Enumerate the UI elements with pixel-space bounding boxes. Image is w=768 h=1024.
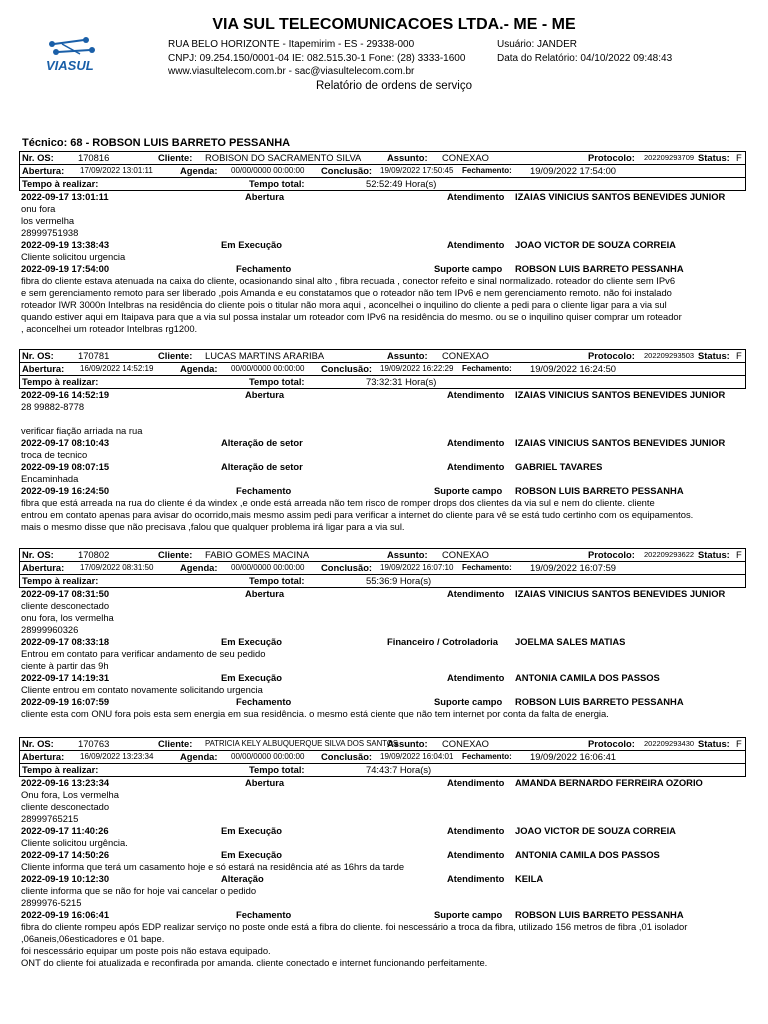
scheduled-at: 00/00/0000 00:00:00 (231, 752, 305, 761)
order-row-2 (20, 562, 745, 575)
event-note-line: fibra do cliente estava atenuada na caixa do cliente, ocasionando sinal alto , fibra recuada , conector refeito e sinal normalizado. roteador do cliente sem IPv6 (21, 275, 676, 286)
event-role: Atendimento (447, 461, 505, 472)
event-role: Atendimento (447, 849, 505, 860)
order-row-3 (20, 178, 745, 190)
label-fechamento: Fechamento: (462, 166, 512, 175)
label-abertura: Abertura: (22, 165, 65, 176)
event-note-line: ONT do cliente foi atualizada e reconfirada por amanda. cliente conectado e internet funcionando perfeitamente. (21, 957, 488, 968)
event-type: Fechamento (236, 485, 292, 496)
label-protocolo: Protocolo: (588, 152, 635, 163)
event-type: Alteração (221, 873, 264, 884)
event-role: Atendimento (447, 437, 505, 448)
total-time: 73:32:31 Hora(s) (366, 376, 437, 387)
order-row-1 (20, 738, 745, 751)
label-tempo-total: Tempo total: (249, 764, 305, 775)
order-event (21, 239, 746, 263)
company-name: VIA SUL TELECOMUNICACOES LTDA.- ME - ME (212, 16, 576, 33)
event-header (21, 696, 746, 708)
label-status: Status: (698, 350, 730, 361)
order-event (21, 909, 746, 969)
event-note-line: ciente à partir das 9h (21, 660, 109, 671)
event-header (21, 263, 746, 275)
order-row-1 (20, 549, 745, 562)
label-agenda: Agenda: (180, 165, 218, 176)
concluded-at: 19/09/2022 16:07:10 (380, 563, 454, 572)
client-name: ROBISON DO SACRAMENTO SILVA (205, 152, 362, 163)
event-note-line: Cliente entrou em contato novamente solicitando urgencia (21, 684, 263, 695)
event-person: GABRIEL TAVARES (515, 461, 603, 472)
client-name: PATRICIA KELY ALBUQUERQUE SILVA DOS SANTOS (205, 739, 399, 748)
order-row-3 (20, 575, 745, 587)
label-protocolo: Protocolo: (588, 738, 635, 749)
order-subject: CONEXAO (442, 152, 489, 163)
label-status: Status: (698, 152, 730, 163)
order-row-1 (20, 152, 745, 165)
event-timestamp: 2022-09-16 14:52:19 (21, 389, 110, 400)
event-type: Em Execução (221, 825, 282, 836)
label-tempo-realizar: Tempo à realizar: (22, 376, 99, 387)
label-fechamento: Fechamento: (462, 364, 512, 373)
order-status: F (736, 549, 742, 560)
event-type: Em Execução (221, 636, 282, 647)
total-time: 74:43:7 Hora(s) (366, 764, 432, 775)
viasul-logo (40, 30, 110, 78)
order-subject: CONEXAO (442, 549, 489, 560)
event-role: Suporte campo (434, 485, 503, 496)
order-event (21, 485, 746, 533)
label-nr-os: Nr. OS: (22, 738, 54, 749)
event-note-line: , aconcelhei um roteador Intelbras rg1200. (21, 323, 198, 334)
event-note-line: cliente esta com ONU fora pois esta sem energia em sua residência. o mesmo está ciente que não tem internet por conta da falta de energia. (21, 708, 609, 719)
event-note-line: roteador IWR 3000n Intelbras na residência do cliente pois o titular não mora aqui , aconcelhei o inquilino do cliente a pedi para o cliente ligar para a via sul (21, 299, 667, 310)
event-timestamp: 2022-09-17 11:40:26 (21, 825, 109, 836)
event-timestamp: 2022-09-19 16:07:59 (21, 696, 110, 707)
event-header (21, 588, 746, 600)
order-event (21, 849, 746, 873)
label-cliente: Cliente: (158, 350, 193, 361)
event-note-line: 28 99882-8778 (21, 401, 85, 412)
order-status: F (736, 152, 742, 163)
label-protocolo: Protocolo: (588, 350, 635, 361)
label-nr-os: Nr. OS: (22, 350, 54, 361)
label-tempo-total: Tempo total: (249, 376, 305, 387)
event-person: JOAO VICTOR DE SOUZA CORREIA (515, 825, 676, 836)
event-person: ROBSON LUIS BARRETO PESSANHA (515, 263, 684, 274)
scheduled-at: 00/00/0000 00:00:00 (231, 166, 305, 175)
event-header (21, 461, 746, 473)
event-note-line: mais o mesmo disse que não precisava ,falou que qualquer problema irá ligar para a via sul. (21, 521, 405, 532)
order-number: 170781 (78, 350, 110, 361)
event-note-line: Encaminhada (21, 473, 79, 484)
closed-at: 19/09/2022 17:54:00 (530, 165, 617, 176)
order-header (19, 349, 746, 389)
event-role: Atendimento (447, 389, 505, 400)
opened-at: 16/09/2022 14:52:19 (80, 364, 154, 373)
event-type: Abertura (245, 588, 285, 599)
event-header (21, 873, 746, 885)
closed-at: 19/09/2022 16:24:50 (530, 363, 617, 374)
total-time: 52:52:49 Hora(s) (366, 178, 437, 189)
event-role: Financeiro / Cotroladoria (387, 636, 498, 647)
technician-heading: Técnico: 68 - ROBSON LUIS BARRETO PESSANHA (22, 137, 291, 149)
label-fechamento: Fechamento: (462, 563, 512, 572)
event-person: IZAIAS VINICIUS SANTOS BENEVIDES JUNIOR (515, 191, 726, 202)
scheduled-at: 00/00/0000 00:00:00 (231, 563, 305, 572)
order-status: F (736, 350, 742, 361)
order-row-2 (20, 751, 745, 764)
order-row-3 (20, 764, 745, 776)
label-abertura: Abertura: (22, 363, 65, 374)
label-nr-os: Nr. OS: (22, 549, 54, 560)
event-type: Em Execução (221, 849, 282, 860)
event-header (21, 239, 746, 251)
event-role: Atendimento (447, 777, 505, 788)
order-event (21, 825, 746, 849)
event-note-line: verificar fiação arriada na rua (21, 425, 143, 436)
label-agenda: Agenda: (180, 562, 218, 573)
event-note-line: Cliente informa que terá um casamento hoje e só estará na residência até as 16hrs da tarde (21, 861, 405, 872)
order-event (21, 437, 746, 461)
protocol-number: 202209293622 (644, 550, 695, 559)
label-tempo-total: Tempo total: (249, 575, 305, 586)
event-note-line: onu fora, los vermelha (21, 612, 114, 623)
protocol-number: 202209293709 (644, 153, 695, 162)
order-event (21, 777, 746, 825)
closed-at: 19/09/2022 16:07:59 (530, 562, 617, 573)
event-type: Alteração de setor (221, 461, 303, 472)
scheduled-at: 00/00/0000 00:00:00 (231, 364, 305, 373)
label-abertura: Abertura: (22, 751, 65, 762)
event-type: Abertura (245, 191, 285, 202)
event-type: Em Execução (221, 239, 282, 250)
label-cliente: Cliente: (158, 738, 193, 749)
event-timestamp: 2022-09-19 16:06:41 (21, 909, 110, 920)
event-person: IZAIAS VINICIUS SANTOS BENEVIDES JUNIOR (515, 389, 726, 400)
company-web: www.viasultelecom.com.br - sac@viasultelecom.com.br (168, 66, 415, 77)
client-name: LUCAS MARTINS ARARIBA (205, 350, 325, 361)
client-name: FABIO GOMES MACINA (205, 549, 310, 560)
event-person: JOAO VICTOR DE SOUZA CORREIA (515, 239, 676, 250)
order-header (19, 737, 746, 777)
event-timestamp: 2022-09-17 14:19:31 (21, 672, 110, 683)
event-role: Suporte campo (434, 696, 503, 707)
event-note-line: quando estiver aqui em Itaipava para que a via sul possa instalar um roteador com IPv6 na residência do mesmo. ou se o inquilino quiser comprar um roteador (21, 311, 682, 322)
event-role: Atendimento (447, 191, 505, 202)
label-conclusao: Conclusão: (321, 751, 373, 762)
order-subject: CONEXAO (442, 350, 489, 361)
event-header (21, 437, 746, 449)
order-event (21, 263, 746, 335)
order-row-1 (20, 350, 745, 363)
event-note-line: 28999960326 (21, 624, 79, 635)
protocol-number: 202209293503 (644, 351, 695, 360)
order-row-2 (20, 363, 745, 376)
label-cliente: Cliente: (158, 152, 193, 163)
event-type: Fechamento (236, 263, 292, 274)
opened-at: 17/09/2022 08:31:50 (80, 563, 154, 572)
event-header (21, 777, 746, 789)
event-person: ANTONIA CAMILA DOS PASSOS (515, 849, 660, 860)
event-note-line: 28999765215 (21, 813, 79, 824)
order-number: 170802 (78, 549, 110, 560)
event-timestamp: 2022-09-19 10:12:30 (21, 873, 110, 884)
event-type: Em Execução (221, 672, 282, 683)
service-order (19, 151, 746, 335)
event-note-line: cliente desconectado (21, 600, 110, 611)
event-note-line: 28999751938 (21, 227, 79, 238)
event-role: Atendimento (447, 239, 505, 250)
order-event (21, 873, 746, 909)
event-header (21, 485, 746, 497)
order-event (21, 389, 746, 437)
order-event (21, 588, 746, 636)
event-person: IZAIAS VINICIUS SANTOS BENEVIDES JUNIOR (515, 588, 726, 599)
protocol-number: 202209293430 (644, 739, 695, 748)
event-type: Abertura (245, 777, 285, 788)
label-conclusao: Conclusão: (321, 363, 373, 374)
opened-at: 16/09/2022 13:23:34 (80, 752, 154, 761)
label-nr-os: Nr. OS: (22, 152, 54, 163)
event-timestamp: 2022-09-17 14:50:26 (21, 849, 110, 860)
order-header (19, 151, 746, 191)
label-assunto: Assunto: (387, 738, 428, 749)
event-note-line: ,06aneis,06esticadores e 01 bape. (21, 933, 165, 944)
order-event (21, 696, 746, 720)
event-timestamp: 2022-09-19 08:07:15 (21, 461, 110, 472)
event-note-line: Cliente solicitou urgencia (21, 251, 126, 262)
concluded-at: 19/09/2022 16:04:01 (380, 752, 454, 761)
event-timestamp: 2022-09-19 13:38:43 (21, 239, 110, 250)
event-person: JOELMA SALES MATIAS (515, 636, 626, 647)
label-status: Status: (698, 549, 730, 560)
concluded-at: 19/09/2022 17:50:45 (380, 166, 454, 175)
event-note-line: onu fora (21, 203, 56, 214)
event-person: ANTONIA CAMILA DOS PASSOS (515, 672, 660, 683)
total-time: 55:36:9 Hora(s) (366, 575, 432, 586)
event-timestamp: 2022-09-16 13:23:34 (21, 777, 110, 788)
event-header (21, 672, 746, 684)
label-cliente: Cliente: (158, 549, 193, 560)
event-note-line: 2899976-5215 (21, 897, 82, 908)
event-header (21, 909, 746, 921)
event-header (21, 849, 746, 861)
label-agenda: Agenda: (180, 363, 218, 374)
event-role: Atendimento (447, 588, 505, 599)
event-role: Suporte campo (434, 909, 503, 920)
order-header (19, 548, 746, 588)
event-type: Abertura (245, 389, 285, 400)
event-note-line: cliente informa que se não for hoje vai cancelar o pedido (21, 885, 257, 896)
order-event (21, 672, 746, 696)
label-assunto: Assunto: (387, 350, 428, 361)
event-note-line (21, 413, 746, 425)
event-note-line: Entrou em contato para verificar andamento de seu pedido (21, 648, 266, 659)
event-timestamp: 2022-09-19 17:54:00 (21, 263, 110, 274)
event-type: Alteração de setor (221, 437, 303, 448)
label-status: Status: (698, 738, 730, 749)
event-timestamp: 2022-09-17 08:10:43 (21, 437, 110, 448)
order-number: 170763 (78, 738, 110, 749)
event-header (21, 191, 746, 203)
order-event (21, 636, 746, 672)
svg-text:VIASUL: VIASUL (46, 58, 94, 73)
order-event (21, 461, 746, 485)
event-note-line: los vermelha (21, 215, 75, 226)
order-subject: CONEXAO (442, 738, 489, 749)
closed-at: 19/09/2022 16:06:41 (530, 751, 617, 762)
company-address: RUA BELO HORIZONTE - Itapemirim - ES - 29338-000 (168, 39, 415, 50)
event-note-line: Onu fora, Los vermelha (21, 789, 119, 800)
event-role: Suporte campo (434, 263, 503, 274)
report-header (0, 0, 768, 100)
event-person: ROBSON LUIS BARRETO PESSANHA (515, 909, 684, 920)
event-note-line: troca de tecnico (21, 449, 88, 460)
event-timestamp: 2022-09-17 08:33:18 (21, 636, 110, 647)
event-type: Fechamento (236, 909, 292, 920)
event-note-line: foi nescessário equipar um poste pois não estava equipado. (21, 945, 271, 956)
label-conclusao: Conclusão: (321, 165, 373, 176)
label-tempo-total: Tempo total: (249, 178, 305, 189)
event-note-line: fibra do cliente rompeu após EDP realizar serviço no poste onde está a fibra do cliente. foi nescessário a troca da fibra, utilizado 156 metros de fibra ,01 isolador (21, 921, 688, 932)
event-role: Atendimento (447, 672, 505, 683)
service-order (19, 349, 746, 533)
event-person: ROBSON LUIS BARRETO PESSANHA (515, 696, 684, 707)
label-fechamento: Fechamento: (462, 752, 512, 761)
label-tempo-realizar: Tempo à realizar: (22, 764, 99, 775)
label-abertura: Abertura: (22, 562, 65, 573)
service-order (19, 737, 746, 969)
event-person: ROBSON LUIS BARRETO PESSANHA (515, 485, 684, 496)
label-tempo-realizar: Tempo à realizar: (22, 575, 99, 586)
order-row-3 (20, 376, 745, 388)
event-note-line: fibra que está arreada na rua do cliente é da windex ,e onde está arreada não tem risco de romper drops dos clientes da via sul e nem do cliente. cliente (21, 497, 655, 508)
event-type: Fechamento (236, 696, 292, 707)
event-header (21, 825, 746, 837)
report-title: Relatório de ordens de serviço (316, 80, 472, 92)
order-row-2 (20, 165, 745, 178)
order-status: F (736, 738, 742, 749)
event-header (21, 389, 746, 401)
event-role: Atendimento (447, 873, 505, 884)
event-timestamp: 2022-09-19 16:24:50 (21, 485, 110, 496)
report-user: Usuário: JANDER (497, 39, 578, 50)
event-note-line: e sem gerenciamento remoto para ser liberado ,pois Amanda e eu constatamos que o roteador não tem IPv6 e nem gerenciamento remoto. não foi instalado (21, 287, 672, 298)
event-note-line: entrou em contato apenas para avisar do ocorrido,mais mesmo assim pedi para verificar a internet do cliente para vê se está tudo certinho com os equipamentos. (21, 509, 694, 520)
event-timestamp: 2022-09-17 08:31:50 (21, 588, 110, 599)
concluded-at: 19/09/2022 16:22:29 (380, 364, 454, 373)
event-role: Atendimento (447, 825, 505, 836)
event-timestamp: 2022-09-17 13:01:11 (21, 191, 109, 202)
event-note-line: Cliente solicitou urgência. (21, 837, 128, 848)
report-date: Data do Relatório: 04/10/2022 09:48:43 (497, 53, 673, 64)
event-note-line: cliente desconectado (21, 801, 110, 812)
event-person: IZAIAS VINICIUS SANTOS BENEVIDES JUNIOR (515, 437, 726, 448)
label-assunto: Assunto: (387, 549, 428, 560)
opened-at: 17/09/2022 13:01:11 (80, 166, 153, 175)
order-event (21, 191, 746, 239)
order-number: 170816 (78, 152, 110, 163)
label-tempo-realizar: Tempo à realizar: (22, 178, 99, 189)
event-person: KEILA (515, 873, 544, 884)
label-conclusao: Conclusão: (321, 562, 373, 573)
service-order (19, 548, 746, 720)
company-ids: CNPJ: 09.254.150/0001-04 IE: 082.515.30-1 Fone: (28) 3333-1600 (168, 53, 466, 64)
label-protocolo: Protocolo: (588, 549, 635, 560)
label-assunto: Assunto: (387, 152, 428, 163)
event-header (21, 636, 746, 648)
label-agenda: Agenda: (180, 751, 218, 762)
event-person: AMANDA BERNARDO FERREIRA OZORIO (515, 777, 703, 788)
